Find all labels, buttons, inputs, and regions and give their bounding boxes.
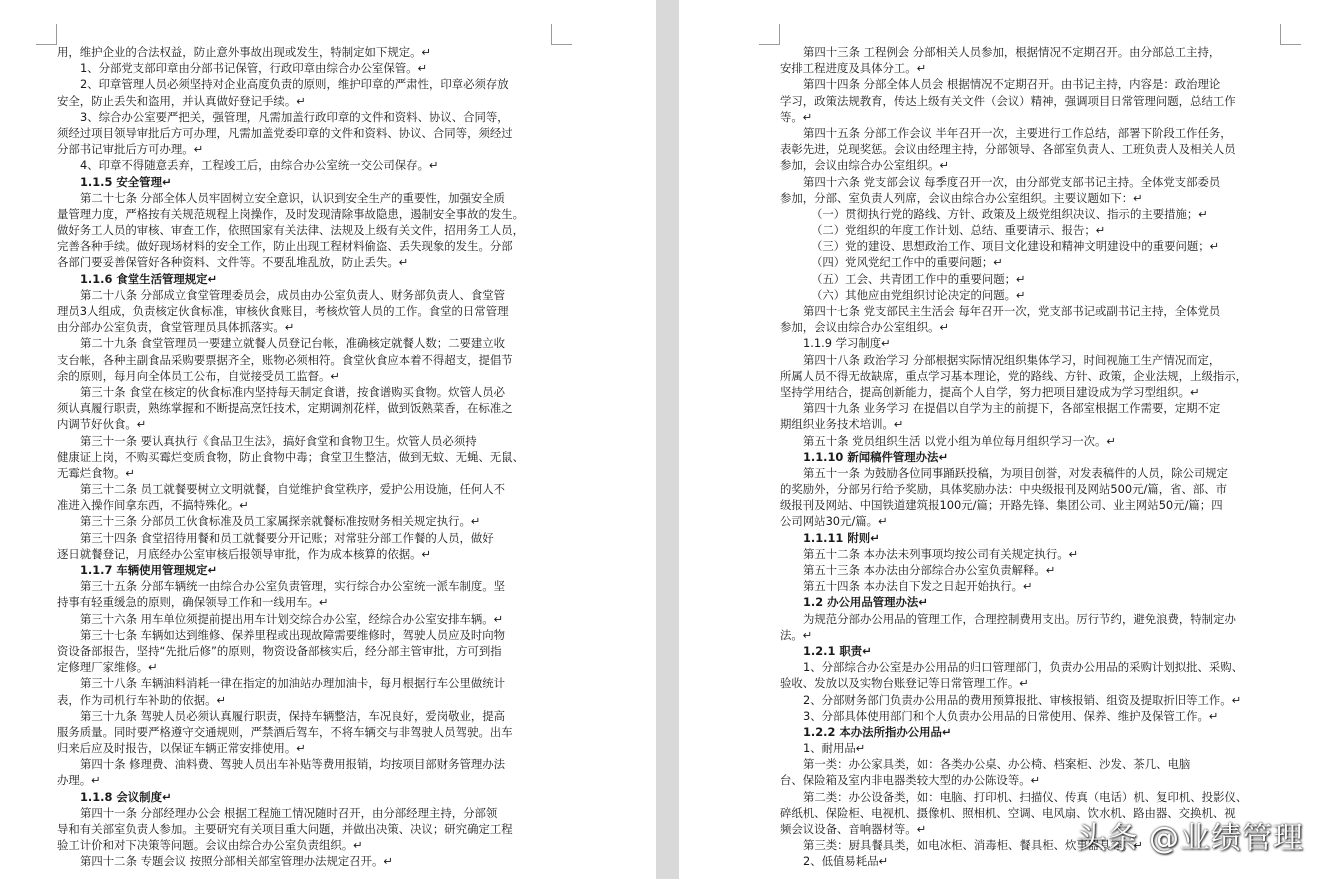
section-heading: 1.1.7 车辆使用管理规定↵ [80,563,218,577]
text-line: 须认真履行职责，熟练掌握和不断提高烹饪技术，定期调剂花样，做到饭熟菜香，在标准之 [57,401,513,416]
text-line: 为规范分部办公用品的管理工作，合理控制费用支出。厉行节约，避免浪费，特制定办 [803,611,1236,626]
text-line: 第五十条 党员组织生活 以党小组为单位每月组织学习一次。↵ [803,433,1116,448]
crop-mark-top-right [551,24,572,45]
text-line: 理员3人组成，负责核定伙食标准，审核伙食账目，考核炊管人员的工作。食堂的日常管理 [57,304,509,318]
text-line: 第二十八条 分部成立食堂管理委员会，成员由办公室负责人、财务部负责人、食堂管 [80,287,506,302]
text-line: 各部门要妥善保管好各种资料、文件等。不要乱堆乱放，防止丢失。↵ [57,255,409,270]
text-line: 准进入操作间拿东西，不搞特殊化。↵ [57,498,249,513]
text-line: 期组织业务技术培训。↵ [780,417,904,432]
text-line: 第四十六条 党支部会议 每季度召开一次，由分部党支部书记主持。全体党支部委员 [803,174,1221,189]
text-line: 第二十九条 食堂管理员一要建立就餐人员登记台帐，准确核定就餐人数；二要建立收 [80,336,506,351]
text-line: 所属人员不得无故缺席，重点学习基本理论，党的路线、方针、政策，企业法规，上级指示， [780,368,1248,383]
text-line: 资设备部报告，坚持“先批后修”的原则，物资设备部核实后，经分部主管审批，方可到指 [57,643,502,658]
text-line: 持事有轻重缓急的原则，确保领导工作和一线用车。↵ [57,595,329,610]
section-heading: 1.1.6 食堂生活管理规定↵ [80,271,218,286]
text-line: 逐日就餐登记，月底经办公室审核后报领导审批，作为成本核算的依据。↵ [57,546,432,561]
text-line: （六）其他应由党组织讨论决定的问题。↵ [811,287,1026,302]
text-line: 第二类：办公设备类，如：电脑、打印机、扫描仪、传真（电话）机、复印机、投影仪、 [803,789,1248,804]
text-line: 第四十五条 分部工作会议 半年召开一次，主要进行工作总结，部署下阶段工作任务， [803,125,1232,140]
text-line: 第三十四条 食堂招待用餐和员工就餐要分开记账；对常驻分部工作餐的人员，做好 [80,530,494,545]
text-line: 频会议设备、音响器材等。↵ [780,822,927,836]
text-line: 学习，政策法规教育，传达上级有关文件（会议）精神，强调项目日常管理问题，总结工作 [780,93,1236,108]
text-line: 量管理力度，严格按有关规范规程上岗操作，及时发现清除事故隐患，遏制安全事故的发生。 [57,206,525,221]
text-line: 第三十一条 要认真执行《食品卫生法》，搞好食堂和食物卫生。炊管人员必须持 [80,433,477,448]
crop-mark-top-left [759,24,780,45]
text-line: 1、耐用品↵ [803,741,866,756]
text-line: 分部书记审批后方可办理。↵ [57,142,204,157]
text-line: 碎纸机、保险柜、电视机、摄像机、照相机、空调、电风扇、饮水机、路由器、交换机、视 [780,805,1236,820]
text-line: 第三十七条 车辆如达到维修、保养里程或出现故障需要维修时，驾驶人员应及时向物 [80,627,506,642]
text-line: 须经过项目领导审批后方可办理，凡需加盖党委印章的文件和资料、协议、合同等，须经过 [57,125,513,140]
section-heading: 1.1.10 新闻稿件管理办法↵ [803,449,948,464]
text-line: 第四十八条 政治学习 分部根据实际情况组织集体学习，时间视施工生产情况而定， [803,352,1221,367]
text-line: 安全，防止丢失和盗用，并认真做好登记手续。↵ [57,93,306,108]
text-line: 级报刊及网站、中国铁道建筑报100元/篇；开路先锋、集团公司、业主网站50元/篇；四 [780,498,1223,513]
text-line: 公司网站30元/篇。↵ [780,514,888,529]
page-text-left[interactable] [57,44,551,870]
text-line: 表彰先进，兑现奖惩。会议由经理主持，分部领导、各部室负责人、工班负责人及相关人员 [780,142,1236,157]
section-heading: 1.1.8 会议制度↵ [80,789,172,804]
crop-mark-top-right [1280,24,1301,45]
text-line: （三）党的建设、思想政治工作、项目文化建设和精神文明建设中的重要问题；↵ [811,239,1220,254]
text-line: 3、分部具体使用部门和个人负责办公用品的日常使用、保养、维护及保管工作。↵ [803,708,1219,723]
text-line: 做好务工人员的审核、审查工作，依照国家有关法律、法规及上级有关文件，招用务工人员， [57,223,525,238]
text-line: 2、低值易耗品↵ [803,854,889,869]
text-line: 台、保险箱及室内非电器类较大型的办公陈设等。↵ [780,773,1041,788]
text-line: 第四十四条 分部全体人员会 根据情况不定期召开。由书记主持，内容是：政治理论 [803,77,1221,92]
text-line: 第四十七条 党支部民主生活会 每年召开一次，党支部书记或副书记主持，全体党员 [803,304,1221,318]
text-line: 内调节好伙食。↵ [57,417,147,432]
page-text-right[interactable] [780,44,1280,870]
text-line: 第三十六条 用车单位须提前提出用车计划交综合办公室，经综合办公室安排车辆。↵ [80,611,504,626]
text-line: 第二十七条 分部全体人员牢固树立安全意识，认识到安全生产的重要性，加强安全质 [80,190,506,205]
text-line: 第四十九条 业务学习 在提倡以自学为主的前提下，各部室根据工作需要，定期不定 [803,401,1221,416]
text-line: （二）党组织的年度工作计划、总结、重要请示、报告；↵ [811,223,1106,238]
text-line: 参加，会议由综合办公室组织。↵ [780,320,950,335]
text-line: 第五十三条 本办法由分部综合办公室负责解释。↵ [803,563,1056,577]
text-line: 第四十二条 专题会议 按照分部相关部室管理办法规定召开。↵ [80,854,393,869]
text-line: 法。↵ [780,627,813,642]
section-heading: 1.1.11 附则↵ [803,530,880,545]
text-line: 1.1.9 学习制度↵ [803,336,891,351]
crop-mark-top-left [36,24,57,45]
text-line: 第三十八条 车辆油料消耗一律在指定的加油站办理加油卡，每月根据行车公里做统计 [80,676,506,691]
text-line: 1、分部党支部印章由分部书记保管，行政印章由综合办公室保管。↵ [80,61,428,76]
text-line: 4、印章不得随意丢弃，工程竣工后，由综合办公室统一交公司保存。↵ [80,158,439,173]
text-line: 第三十条 食堂在核定的伙食标准内坚持每天制定食谱，按食谱购买食物。炊管人员必 [80,384,506,399]
text-line: 2、分部财务部门负责办公用品的费用预算报批、审核报销、组资及提取折旧等工作。↵ [803,692,1242,707]
text-line: 3、综合办公室要严把关，强管理，凡需加盖行政印章的文件和资料、协议、合同等， [80,109,509,124]
text-line: 参加，会议由综合办公室组织。↵ [780,158,950,173]
text-line: 第五十四条 本办法自下发之日起开始执行。↵ [803,579,1033,594]
text-line: 第三类：厨具餐具类，如电冰柜、消毒柜、餐具柜、炊事器具等。↵ [803,838,1143,853]
text-line: 第三十九条 驾驶人员必须认真履行职责，保持车辆整洁，车况良好，爱岗敬业，提高 [80,708,506,723]
text-line: 第三十二条 员工就餐要树立文明就餐，自觉维护食堂秩序，爱护公用设施，任何人不 [80,482,506,497]
text-line: 第四十一条 分部经理办公会 根据工程施工情况随时召开，由分部经理主持，分部领 [80,805,498,820]
text-line: 参加，分部、室负责人列席，会议由综合办公室组织。主要议题如下：↵ [780,190,1143,205]
text-line: 的奖励外，分部另行给予奖励，具体奖励办法：中央级报刊及网站500元/篇，省、部、市 [780,482,1228,497]
text-line: 服务质量。同时要严格遵守交通规则，严禁酒后驾车，不将车辆交与非驾驶人员驾驶。出车 [57,724,513,739]
text-line: 第四十条 修理费、油料费、驾驶人员出车补贴等费用报销，均按项目部财务管理办法 [80,757,506,772]
text-line: 定修理厂家维修。↵ [57,660,158,675]
text-line: 由分部办公室负责，食堂管理员具体抓落实。↵ [57,320,295,335]
text-line: 完善各种手续。做好现场材料的安全工作，防止出现工程材料偷盗、丢失现象的发生。分部 [57,239,513,254]
text-line: （一）贯彻执行党的路线、方针、政策及上级党组织决议、指示的主要措施；↵ [811,206,1208,221]
text-line: 第一类：办公家具类，如：各类办公桌、办公椅、档案柜、沙发、茶几、电脑 [803,757,1191,772]
text-line: 第四十三条 工程例会 分部相关人员参加，根据情况不定期召开。由分部总工主持， [803,45,1221,59]
text-line: （五）工会、共青团工作中的重要问题；↵ [811,271,1026,286]
section-heading: 1.1.5 安全管理↵ [80,174,172,189]
text-line: 坚持学用结合，提高创新能力，提高个人自学，努力把项目建设成为学习型组织。↵ [780,384,1200,399]
text-line: 验收、发放以及实物台账登记等日常管理工作。↵ [780,676,1029,691]
section-heading: 1.2 办公用品管理办法↵ [803,595,928,610]
text-line: 等。↵ [780,109,813,124]
document-page-right [679,0,1328,879]
section-heading: 1.2.2 本办法所指办公用品↵ [803,724,952,739]
text-line: 归来后应及时报告，以保证车辆正常安排使用。↵ [57,741,306,756]
text-line: 支台帐，各种主副食品采购要票据齐全，账物必须相符。食堂伙食应本着不得超支，提倡节 [57,352,513,367]
text-line: 健康证上岗，不购买霉烂变质食物，防止食物中毒；食堂卫生整洁，做到无蚊、无蝇、无鼠、 [57,449,525,464]
text-line: （四）党风党纪工作中的重要问题；↵ [811,255,1003,270]
text-line: 导和有关部室负责人参加。主要研究有关项目重大问题，并做出决策、决议；研究确定工程 [57,822,513,836]
text-line: 第五十一条 为鼓励各位同事踊跃投稿，为项目创誉，对发表稿件的人员，除公司规定 [803,465,1229,480]
text-line: 第三十三条 分部员工伙食标准及员工家属探亲就餐标准按财务相关规定执行。↵ [80,514,481,529]
text-line: 验工计价和对下决策等问题。会议由综合办公室负责组织。↵ [57,838,363,853]
text-line: 用，维护企业的合法权益，防止意外事故出现或发生，特制定如下规定。↵ [57,45,432,59]
text-line: 安排工程进度及具体分工。↵ [780,61,927,76]
text-line: 办理。↵ [57,773,101,788]
text-line: 第五十二条 本办法未列事项均按公司有关规定执行。↵ [803,546,1079,561]
text-line: 余的原则，每月向全体员工公布，自觉接受员工监督。↵ [57,368,340,383]
text-line: 2、印章管理人员必须坚持对企业高度负责的原则，维护印章的严肃性，印章必须存放 [80,77,509,92]
text-line: 表，作为司机行车补助的依据。↵ [57,692,227,707]
document-page-left [0,0,656,879]
text-line: 第三十五条 分部车辆统一由综合办公室负责管理，实行综合办公室统一派车制度。坚 [80,579,506,594]
watermark-text: 头条 @业绩管理 [1076,821,1304,856]
section-heading: 1.2.1 职责↵ [803,643,872,658]
text-line: 无霉烂食物。↵ [57,465,135,480]
text-line: 1、分部综合办公室是办公用品的归口管理部门，负责办公用品的采购计划拟批、采购、 [803,660,1244,675]
